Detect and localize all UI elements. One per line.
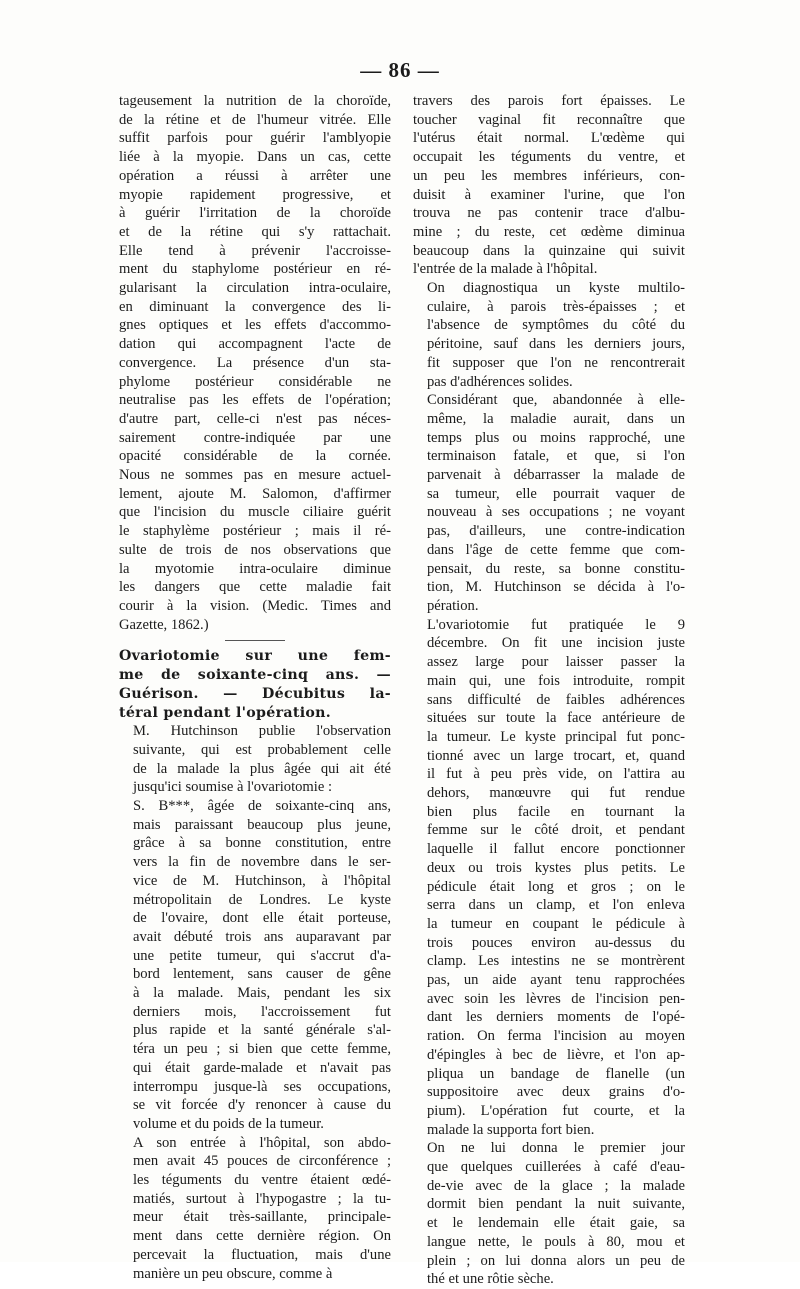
text-line: sairement contre-indiquée par une (119, 429, 391, 446)
text-line: travers des parois fort épaisses. Le (413, 93, 685, 109)
text-line: décembre. On fit une incision juste (427, 635, 685, 652)
text-line: de la malade la plus âgée qui ait été (133, 760, 391, 777)
text-line: myopie rapidement progressive, et (119, 186, 391, 203)
text-line: il fut à peu près vide, on l'attira au (427, 766, 685, 783)
text-line: de-vie avec de la glace ; la malade (427, 1177, 685, 1194)
text-line: opacité considérable de la cornée. (119, 448, 391, 465)
text-line: et le lendemain elle était gaie, sa (427, 1215, 685, 1232)
text-line: vice de M. Hutchinson, à l'hôpital (133, 872, 391, 889)
text-line: derniers mois, l'accroissement fut (133, 1003, 391, 1020)
text-line: occupait les téguments du ventre, et (413, 149, 685, 166)
text-line: convergence. La présence d'un sta- (119, 354, 391, 371)
text-line: phylome postérieur considérable ne (119, 373, 391, 390)
text-line: les dangers que cette maladie fait (119, 579, 391, 596)
text-line: sa tumeur, elle pourrait vaquer de (427, 485, 685, 502)
text-line: la tumeur. Le kyste principal fut ponc- (427, 728, 685, 745)
text-line: terminaison fatale, et que, si l'on (427, 448, 685, 465)
page-number: — 86 — (360, 58, 440, 82)
text-line: péritoine, sauf dans les derniers jours, (427, 336, 685, 353)
text-line: mais paraissant beaucoup plus jeune, (133, 816, 391, 833)
paragraph (413, 1139, 685, 1289)
text-line: main qui, une fois introduite, rompit (427, 672, 685, 689)
text-line: sans difficulté de faibles adhérences (427, 691, 685, 708)
text-line: Nous ne sommes pas en mesure actuel- (119, 467, 391, 484)
right-column (413, 92, 685, 1289)
text-line: dehors, manœuvre qui fut rendue (427, 785, 685, 802)
text-line: bord lentement, sans causer de gêne (133, 966, 391, 983)
paragraph (119, 797, 391, 1134)
paragraph (119, 1134, 391, 1284)
text-line: et de la rétine qui s'y rattachait. (119, 223, 391, 240)
text-line: qui était garde-malade et n'avait pas (133, 1059, 391, 1076)
left-column (119, 92, 391, 1283)
text-line: Gazette, 1862.) (119, 616, 209, 633)
text-line: grâce à sa bonne constitution, entre (133, 835, 391, 852)
text-line: tion, M. Hutchinson se décida à l'o- (427, 579, 685, 596)
text-line: thé et une rôtie sèche. (427, 1271, 554, 1288)
text-line: avec soin les lèvres de l'incision pen- (427, 990, 685, 1007)
text-line: que l'incision du muscle ciliaire guérit (119, 504, 391, 521)
paragraph (413, 391, 685, 615)
text-line: ment dans cette dernière région. On (133, 1228, 391, 1245)
text-line: temps plus ou moins rapproché, une (427, 429, 685, 446)
text-line: toucher vaginal fit reconnaître que (413, 111, 685, 128)
text-line: neutralise pas les effets de l'opération; (119, 392, 391, 409)
text-line: l'absence de symptômes du côté du (427, 317, 685, 334)
text-line: parvenait à débarrasser la malade de (427, 467, 685, 484)
text-line: situées sur toute la face antérieure de (427, 710, 685, 727)
paragraph (413, 616, 685, 1140)
text-line: M. Hutchinson publie l'observation (133, 723, 391, 740)
text-line: plein ; on lui donna alors un peu de (427, 1252, 685, 1269)
text-line: de l'ovaire, dont elle était porteuse, (133, 910, 391, 927)
text-line: pas, un aide ayant tenu rapprochées (427, 972, 685, 989)
text-line: ration. On ferma l'incision au moyen (427, 1028, 685, 1045)
text-line: téra un peu ; si bien que cette femme, (133, 1041, 391, 1058)
text-line: même, la maladie aurait, dans un (427, 410, 685, 427)
text-line: de la rétine et de l'humeur vitrée. Elle (119, 111, 391, 128)
text-line: men avait 45 pouces de circonférence ; (133, 1153, 391, 1170)
paragraph (413, 92, 685, 279)
text-line: en diminuant la convergence des li- (119, 298, 391, 315)
text-line: On ne lui donna le premier jour (427, 1140, 685, 1157)
text-line: courir à la vision. (Medic. Times and (119, 597, 391, 614)
text-line: volume et du poids de la tumeur. (133, 1115, 324, 1132)
text-line: duisit à examiner l'urine, que l'on (413, 186, 685, 203)
text-line: tageusement la nutrition de la choroïde, (119, 93, 391, 109)
text-line: un peu les membres inférieurs, con- (413, 167, 685, 184)
text-line: fit supposer que l'on ne rencontrerait (427, 354, 685, 371)
text-line: trouva ne pas contenir trace d'albu- (413, 205, 685, 222)
text-line: laquelle il fallut encore ponctionner (427, 841, 685, 858)
text-line: suffit parfois pour guérir l'amblyopie (119, 130, 391, 147)
text-line: Ovariotomie sur une fem- (119, 648, 391, 665)
text-line: métropolitain de Londres. Le kyste (133, 891, 391, 908)
text-line: serra dans un clamp, et l'on enleva (427, 897, 685, 914)
text-line: pédicule était long et gros ; on le (427, 878, 685, 895)
text-line: dormit bien pendant la nuit suivante, (427, 1196, 685, 1213)
text-line: lement, ajoute M. Salomon, d'affirmer (119, 485, 391, 502)
text-line: dant les derniers moments de l'opé- (427, 1009, 685, 1026)
text-line: suivante, qui est probablement celle (133, 741, 391, 758)
text-line: assez large pour laisser passer la (427, 654, 685, 671)
text-line: suppositoire avec deux grains d'o- (427, 1084, 685, 1101)
text-line: Elle tend à prévenir l'accroisse- (119, 242, 391, 259)
text-line: gularisant la circulation intra-oculaire, (119, 280, 391, 297)
text-line: l'utérus était normal. L'œdème qui (413, 130, 685, 147)
paragraph (413, 279, 685, 391)
text-line: téral pendant l'opération. (119, 704, 332, 721)
text-line: opération a réussi à arrêter une (119, 167, 391, 184)
text-line: à la malade. Mais, pendant les six (133, 985, 391, 1002)
text-line: se vit forcée d'y renoncer à cause du (133, 1097, 391, 1114)
text-line: la myotomie intra-oculaire diminue (119, 560, 391, 577)
text-line: la tumeur en coupant le pédicule à (427, 915, 685, 932)
text-line: sulte de trois de nos observations que (119, 541, 391, 558)
text-line: pas d'adhérences solides. (427, 373, 573, 390)
paragraph (119, 722, 391, 797)
text-line: Considérant que, abandonnée à elle- (427, 392, 685, 409)
text-line: liée à la myopie. Dans un cas, cette (119, 149, 391, 166)
article-heading (119, 647, 391, 722)
text-line: femme sur le côté droit, et pendant (427, 822, 685, 839)
text-line: d'autre part, celle-ci n'est pas néces- (119, 410, 391, 427)
text-line: meur était très-saillante, principale- (133, 1209, 391, 1226)
text-line: ment du staphylome postérieur en ré- (119, 261, 391, 278)
text-line: On diagnostiqua un kyste multilo- (427, 280, 685, 297)
text-line: malade la supporta fort bien. (427, 1121, 595, 1138)
text-line: jusqu'ici soumise à l'ovariotomie : (133, 779, 333, 796)
text-line: pium). L'opération fut courte, et la (427, 1102, 685, 1119)
text-line: langue nette, le pouls à 80, mou et (427, 1233, 685, 1250)
text-line: dans l'âge de cette femme que com- (427, 541, 685, 558)
text-line: deux ou trois kystes plus petits. Le (427, 859, 685, 876)
text-line: gnes optiques et les effets d'accommo- (119, 317, 391, 334)
text-line: L'ovariotomie fut pratiquée le 9 (427, 616, 685, 633)
text-line: pération. (427, 597, 479, 614)
text-line: trois pouces environ au-dessus du (427, 934, 685, 951)
text-line: interrompu jusque-là ses occupations, (133, 1078, 391, 1095)
text-line: d'épingles à bec de lièvre, et l'on ap- (427, 1046, 685, 1063)
text-line: à guérir l'irritation de la choroïde (119, 205, 391, 222)
text-line: manière un peu obscure, comme à (133, 1265, 333, 1282)
text-line: me de soixante-cinq ans. — (119, 667, 391, 684)
paragraph (119, 92, 391, 634)
text-line: que quelques cuillerées à café d'eau- (427, 1159, 685, 1176)
text-line: dation qui accompagnent l'acte de (119, 336, 391, 353)
section-divider (225, 640, 285, 641)
text-line: Guérison. — Décubitus la- (119, 685, 391, 702)
text-line: S. B***, âgée de soixante-cinq ans, (133, 798, 391, 815)
text-line: vers la fin de novembre dans le ser- (133, 854, 391, 871)
text-line: A son entrée à l'hôpital, son abdo- (133, 1134, 391, 1151)
text-line: clamp. Les intestins ne se montrèrent (427, 953, 685, 970)
text-line: avait débuté trois ans auparavant par (133, 928, 391, 945)
text-line: plus rapide et la santé générale s'al- (133, 1022, 391, 1039)
text-line: percevait la fluctuation, mais d'une (133, 1246, 391, 1263)
text-line: beaucoup dans la quinzaine qui suivit (413, 242, 685, 259)
text-line: l'entrée de la malade à l'hôpital. (413, 261, 598, 278)
text-line: le staphylème postérieur ; mais il ré- (119, 523, 391, 540)
text-line: bien plus facile en tournant la (427, 803, 685, 820)
text-line: pliqua un bandage de flanelle (un (427, 1065, 685, 1082)
text-line: mine ; du reste, cet œdème diminua (413, 223, 685, 240)
text-line: une petite tumeur, qui s'accrut d'a- (133, 947, 391, 964)
text-line: nouveau à ses occupations ; ne voyant (427, 504, 685, 521)
text-line: tionné avec un large trocart, et, quand (427, 747, 685, 764)
text-line: culaire, à parois très-épaisses ; et (427, 298, 685, 315)
text-line: pas, d'ailleurs, une contre-indication (427, 523, 685, 540)
text-line: matiés, surtout à l'hypogastre ; la tu- (133, 1190, 391, 1207)
text-line: les téguments du ventre étaient œdé- (133, 1172, 391, 1189)
text-line: pensait, du reste, sa bonne constitu- (427, 560, 685, 577)
